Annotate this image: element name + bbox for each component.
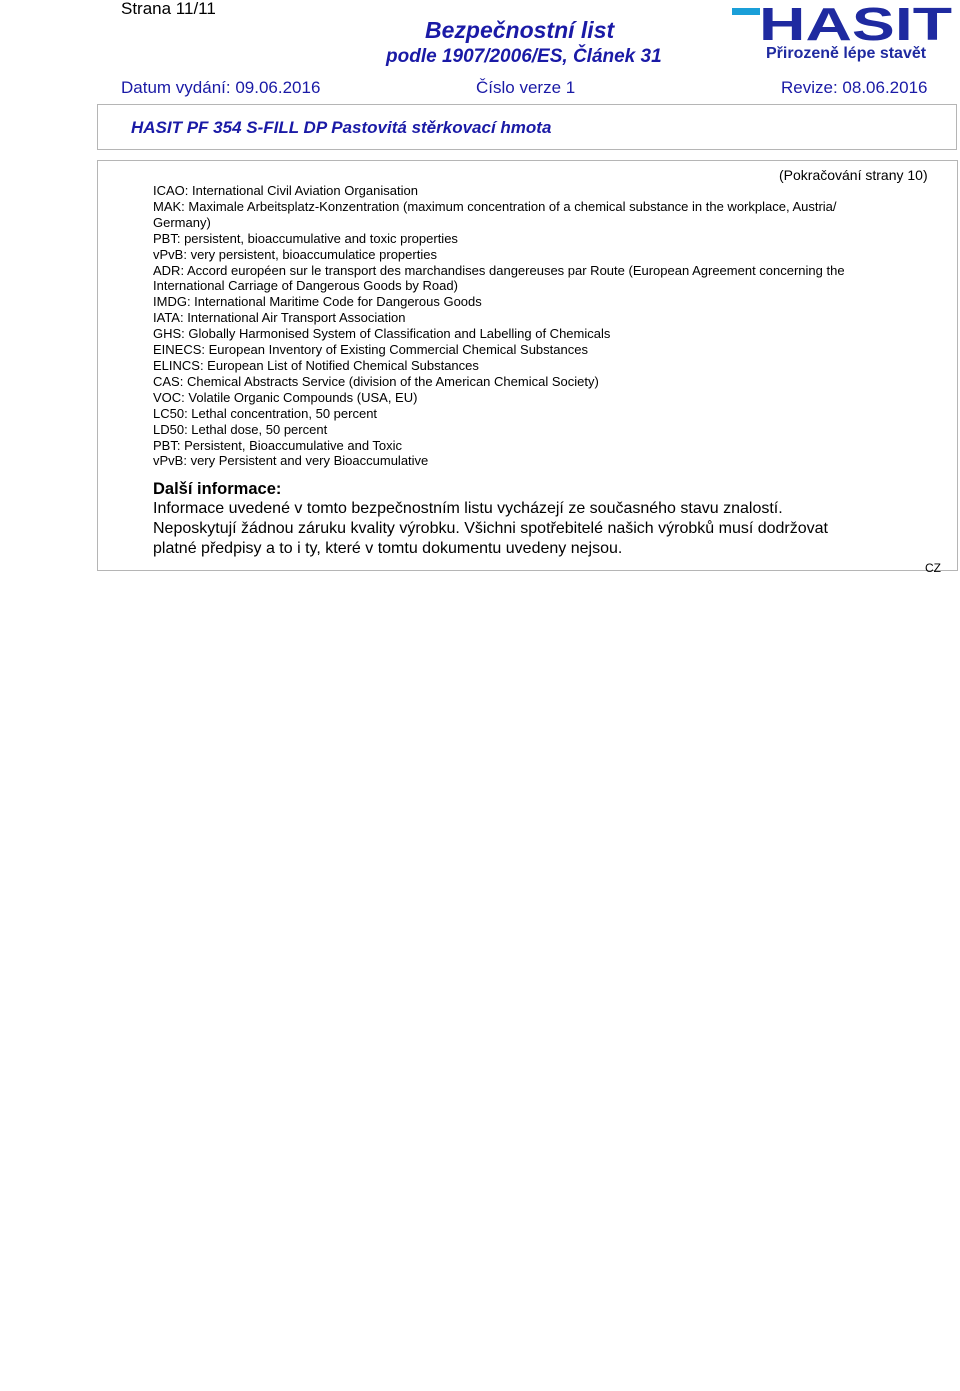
abbreviation-line: MAK: Maximale Arbeitsplatz-Konzentration (maximum concentration of a chemical substance in the workplace, Austria/ xyxy=(153,198,837,214)
revision-date: Revize: 08.06.2016 xyxy=(781,78,928,97)
abbreviation-line: LD50: Lethal dose, 50 percent xyxy=(153,421,328,437)
product-name: HASIT PF 354 S-FILL DP Pastovitá stěrkovací hmota xyxy=(131,118,552,137)
abbreviation-line: ADR: Accord européen sur le transport des marchandises dangereuses par Route (European Agreement concerning the xyxy=(153,262,845,278)
abbreviation-line: GHS: Globally Harmonised System of Classification and Labelling of Chemicals xyxy=(153,326,611,342)
abbreviation-line: vPvB: very persistent, bioaccumulatice properties xyxy=(153,246,437,262)
abbreviation-line: International Carriage of Dangerous Goods by Road) xyxy=(153,278,458,294)
version-number: Číslo verze 1 xyxy=(476,78,576,97)
abbreviation-line: CAS: Chemical Abstracts Service (division of the American Chemical Society) xyxy=(153,373,599,389)
abbreviation-line: vPvB: very Persistent and very Bioaccumulative xyxy=(153,453,429,469)
abbreviation-list xyxy=(153,183,943,469)
abbreviation-line: ELINCS: European List of Notified Chemical Substances xyxy=(153,357,479,373)
further-info-heading: Další informace: xyxy=(153,480,282,498)
abbreviation-line: PBT: Persistent, Bioaccumulative and Toxic xyxy=(153,437,403,453)
further-info-line: platné předpisy a to i ty, které v tomtu dokumentu uvedeny nejsou. xyxy=(153,540,623,557)
abbreviation-line: Germany) xyxy=(153,214,211,230)
issue-date: Datum vydání: 09.06.2016 xyxy=(121,78,321,97)
abbreviation-line: EINECS: European Inventory of Existing Commercial Chemical Substances xyxy=(153,342,588,358)
logo-brand-text: HASIT xyxy=(759,4,952,44)
abbreviation-line: ICAO: International Civil Aviation Organisation xyxy=(153,183,418,198)
abbreviation-line: VOC: Volatile Organic Compounds (USA, EU) xyxy=(153,389,418,405)
logo-tagline: Přirozeně lépe stavět xyxy=(766,45,927,62)
language-tag: CZ xyxy=(925,561,941,575)
further-info-text xyxy=(153,499,828,559)
hasit-logo xyxy=(732,4,954,66)
abbreviation-line: IATA: International Air Transport Association xyxy=(153,310,406,326)
further-info-line: Informace uvedené v tomto bezpečnostním listu vycházejí ze současného stavu znalostí. xyxy=(153,500,783,517)
abbreviation-line: PBT: persistent, bioaccumulative and toxic properties xyxy=(153,230,458,246)
document-subtitle: podle 1907/2006/ES, Článek 31 xyxy=(386,46,662,67)
further-info-line: Neposkytují žádnou záruku kvality výrobku. Všichni spotřebitelé našich výrobků musí dodržovat xyxy=(153,520,828,537)
abbreviation-line: LC50: Lethal concentration, 50 percent xyxy=(153,405,378,421)
continuation-note: (Pokračování strany 10) xyxy=(779,167,928,183)
page-number: Strana 11/11 xyxy=(121,0,216,18)
document-title: Bezpečnostní list xyxy=(425,17,615,43)
abbreviation-line: IMDG: International Maritime Code for Dangerous Goods xyxy=(153,294,482,310)
hasit-logo-icon xyxy=(732,4,954,44)
